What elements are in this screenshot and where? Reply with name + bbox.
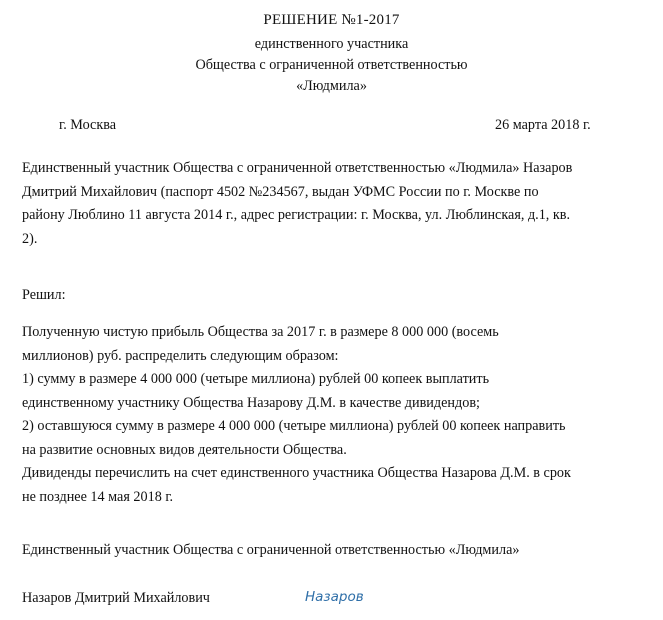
decision-paragraph <box>22 321 648 509</box>
resolved-label: Решил: <box>22 287 66 303</box>
company-name: «Людмила» <box>296 78 367 94</box>
intro-line: Единственный участник Общества с ограниченной ответственностью «Людмила» Назаров <box>22 160 573 176</box>
document-date: 26 марта 2018 г. <box>495 117 591 133</box>
document-subtitle-1: единственного участника <box>254 36 409 52</box>
decision-line: Дивиденды перечислить на счет единственного участника Общества Назарова Д.М. в срок <box>22 465 571 481</box>
place: г. Москва <box>59 117 117 133</box>
signature: Назаров <box>305 589 364 605</box>
decision-line: 2) оставшуюся сумму в размере 4 000 000 (четыре миллиона) рублей 00 копеек направить <box>22 418 566 434</box>
intro-line: 2). <box>22 230 38 247</box>
decision-line: 1) сумму в размере 4 000 000 (четыре миллиона) рублей 00 копеек выплатить <box>22 371 490 387</box>
decision-line: не позднее 14 мая 2018 г. <box>22 488 174 505</box>
intro-line: району Люблино 11 августа 2014 г., адрес регистрации: г. Москва, ул. Люблинская, д.1, кв. <box>22 207 571 223</box>
closing-line: Единственный участник Общества с ограниченной ответственностью «Людмила» <box>22 542 520 558</box>
decision-line: на развитие основных видов деятельности Общества. <box>22 441 347 458</box>
signer-name: Назаров Дмитрий Михайлович <box>22 590 210 606</box>
document-title: РЕШЕНИЕ №1-2017 <box>263 12 400 28</box>
intro-paragraph <box>22 157 648 251</box>
decision-line: миллионов) руб. распределить следующим образом: <box>22 347 339 364</box>
decision-line: Полученную чистую прибыль Общества за 2017 г. в размере 8 000 000 (восемь <box>22 324 499 340</box>
intro-line: Дмитрий Михайлович (паспорт 4502 №234567, выдан УФМС России по г. Москве по <box>22 183 539 200</box>
decision-line: единственному участнику Общества Назарову Д.М. в качестве дивидендов; <box>22 394 480 411</box>
document-subtitle-2: Общества с ограниченной ответственностью <box>195 57 468 73</box>
